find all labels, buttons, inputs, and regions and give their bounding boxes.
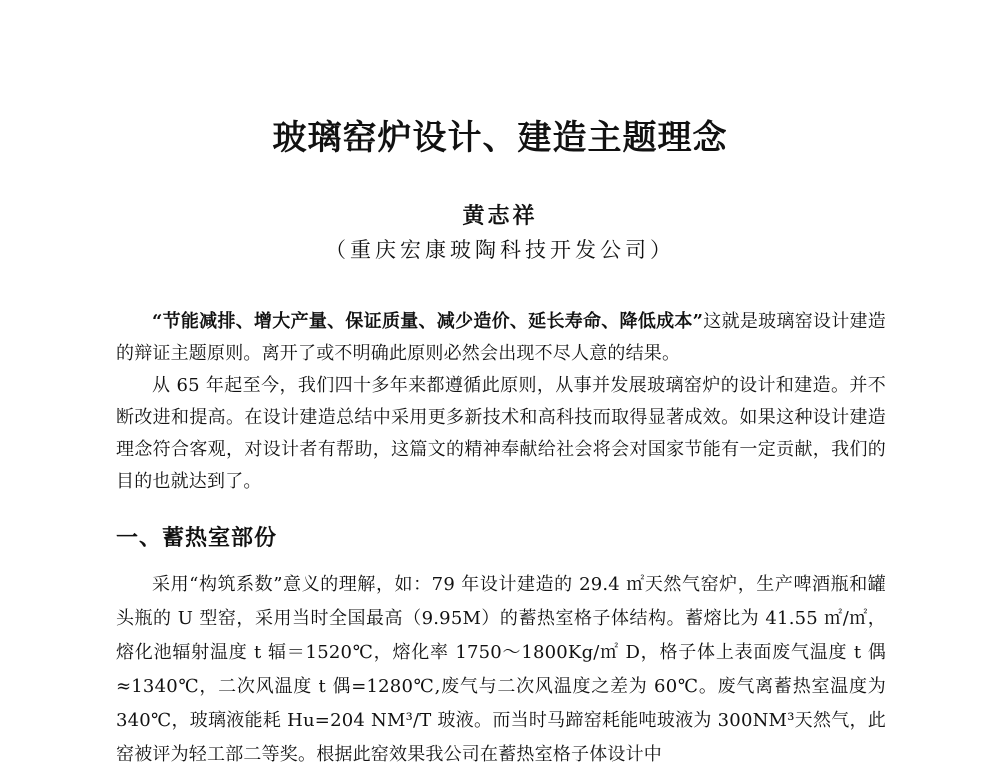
principle-quote: “节能减排、增大产量、保证质量、减少造价、延长寿命、降低成本” <box>152 311 704 332</box>
section-heading-regenerator: 一、蓄热室部份 <box>116 526 278 551</box>
section-1-paragraph-group <box>116 568 886 772</box>
intro-paragraph-group <box>116 306 886 498</box>
intro-paragraph-2: 从 65 年起至今，我们四十多年来都遵循此原则，从事并发展玻璃窑炉的设计和建造。并不断改进和提高。在设计建造总结中采用更多新技术和高科技而取得显著成效。如果这种设计建造理念符合客观，对设计者有帮助，这篇文的精神奉献给社会将会对国家节能有一定贡献，我们的目的也就达到了。 <box>116 375 886 492</box>
page-title: 玻璃窑炉设计、建造主题理念 <box>272 118 728 158</box>
intro-paragraph-1 <box>116 306 886 370</box>
author-affiliation: （重庆宏康玻陶科技开发公司） <box>325 238 675 262</box>
intro-paragraph-1-text: 这就是玻璃窑设计建造的辩证主题原则。离开了或不明确此原则必然会出现不尽人意的结果。 <box>116 311 887 364</box>
author-name: 黄志祥 <box>462 203 538 229</box>
section-1-paragraph: 采用“构筑系数”意义的理解，如：79 年设计建造的 29.4 ㎡天然气窑炉，生产啤酒瓶和罐头瓶的 U 型窑，采用当时全国最高（9.95M）的蓄热室格子体结构。蓄熔比为 41.55 ㎡/㎡，熔化池辐射温度 t 辐＝1520℃，熔化率 1750～1800Kg/㎡ D，格子体上表面废气温度 t 偶≈1340℃，二次风温度 t 偶=1280℃,废气与二次风温度之差为 60℃。废气离蓄热室温度为 340℃，玻璃液能耗 Hu=204 NM³/T 玻液。而当时马蹄窑耗能吨玻液为 300NM³天然气，此窑被评为轻工部二等奖。根据此窑效果我公司在蓄热室格子体设计中 <box>116 574 886 765</box>
